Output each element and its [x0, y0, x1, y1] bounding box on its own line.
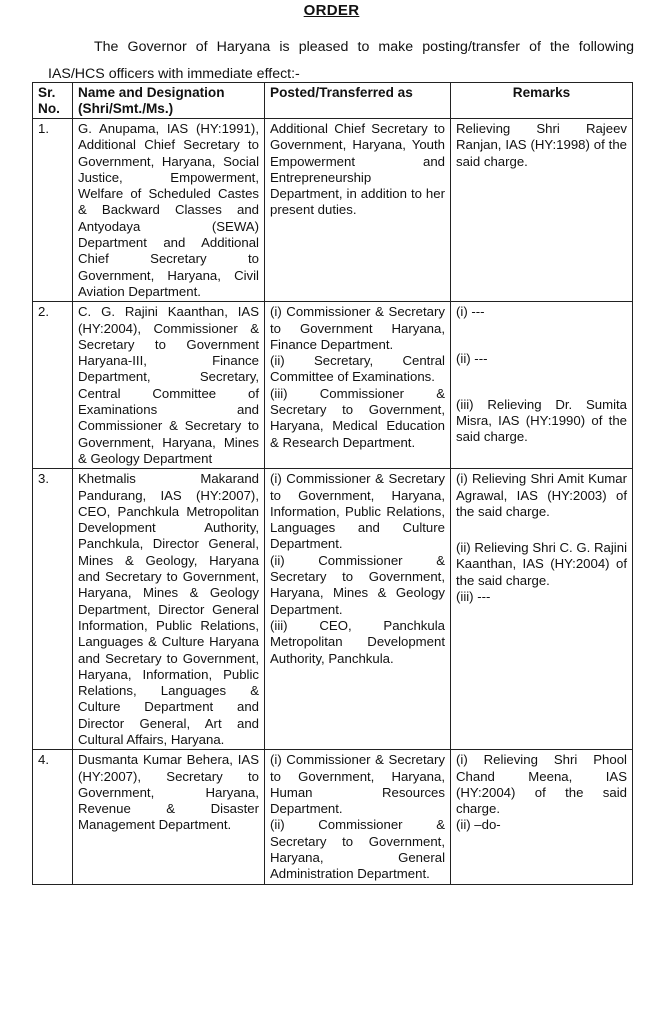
- row-posted: [265, 750, 451, 884]
- table-header-row: [33, 83, 633, 119]
- remark-item: (i) Relieving Shri Amit Kumar Agrawal, IAS (HY:2003) of the said charge.: [456, 471, 627, 519]
- row-remarks: [451, 750, 633, 884]
- remark-spacer: [456, 367, 627, 397]
- remark-item: (iii) ---: [456, 589, 491, 605]
- remark-spacer: [456, 520, 627, 540]
- posted-item: Additional Chief Secretary to Government, Haryana, Youth Empowerment and Entrepreneurship Department, in addition to her present duties.: [270, 121, 445, 218]
- posted-item: (iii) Commissioner & Secretary to Government, Haryana, Medical Education & Research Department.: [270, 385, 445, 450]
- header-remarks: Remarks: [451, 83, 633, 119]
- remark-item: (i) ---: [456, 304, 485, 320]
- row-name-designation: Khetmalis Makarand Pandurang, IAS (HY:2007), CEO, Panchkula Metropolitan Development Authority, Panchkula, Director General, Mines & Geology, Haryana and Secretary to Government, Haryana, Mines & Geology Department, Director General Information, Public Relations, Languages & Culture Haryana and Secretary to Government, Haryana, Information, Public Relations, Languages & Culture Department and Director General, Art and Cultural Affairs, Haryana.: [73, 469, 265, 750]
- remark-item: (ii) ---: [456, 350, 488, 366]
- posted-item: (ii) Commissioner & Secretary to Government, Haryana, Mines & Geology Department.: [270, 552, 445, 617]
- table-row: [33, 302, 633, 469]
- posted-item: (iii) CEO, Panchkula Metropolitan Development Authority, Panchkula.: [270, 617, 445, 666]
- row-name-designation: Dusmanta Kumar Behera, IAS (HY:2007), Secretary to Government, Haryana, Revenue & Disaster Management Department.: [73, 750, 265, 884]
- posting-table: [32, 82, 633, 885]
- header-name-designation: Name and Designation (Shri/Smt./Ms.): [73, 83, 265, 119]
- table-row: [33, 750, 633, 884]
- header-posted-transferred: Posted/Transferred as: [265, 83, 451, 119]
- order-intro: The Governor of Haryana is pleased to make posting/transfer of the following IAS/HCS officers with immediate effect:-: [48, 39, 634, 82]
- row-posted: [265, 119, 451, 302]
- row-posted: [265, 302, 451, 469]
- remark-item: (iii) Relieving Dr. Sumita Misra, IAS (HY:1990) of the said charge.: [456, 396, 627, 445]
- table-row: [33, 119, 633, 302]
- remark-item: (ii) –do-: [456, 817, 501, 833]
- table-row: [33, 469, 633, 750]
- row-remarks: [451, 302, 633, 469]
- remark-item: Relieving Shri Rajeev Ranjan, IAS (HY:1998) of the said charge.: [456, 121, 627, 169]
- row-name-designation: C. G. Rajini Kaanthan, IAS (HY:2004), Commissioner & Secretary to Government Haryana-III, Finance Department, Secretary, Central Committee of Examinations and Commissioner & Secretary to Government, Haryana, Mines & Geology Department: [73, 302, 265, 469]
- row-sr: 4.: [33, 750, 73, 884]
- row-sr: 2.: [33, 302, 73, 469]
- header-sr-no: Sr. No.: [33, 83, 73, 119]
- remark-item: (i) Relieving Shri Phool Chand Meena, IAS (HY:2004) of the said charge.: [456, 752, 627, 817]
- posted-item: (i) Commissioner & Secretary to Government, Haryana, Information, Public Relations, Languages and Culture Department.: [270, 471, 445, 552]
- row-remarks: [451, 469, 633, 750]
- row-name-designation: G. Anupama, IAS (HY:1991), Additional Chief Secretary to Government, Haryana, Social Justice, Empowerment, Welfare of Scheduled Castes & Backward Classes and Antyodaya (SEWA) Department and Additional Chief Secretary to Government, Haryana, Civil Aviation Department.: [73, 119, 265, 302]
- posted-item: (ii) Commissioner & Secretary to Government, Haryana, General Administration Department.: [270, 817, 445, 882]
- order-title: ORDER: [303, 2, 360, 19]
- row-sr: 3.: [33, 469, 73, 750]
- row-remarks: [451, 119, 633, 302]
- posted-item: (ii) Secretary, Central Committee of Examinations.: [270, 353, 445, 385]
- posted-item: (i) Commissioner & Secretary to Government, Haryana, Human Resources Department.: [270, 752, 445, 817]
- remark-item: (ii) Relieving Shri C. G. Rajini Kaanthan, IAS (HY:2004) of the said charge.: [456, 540, 627, 588]
- row-posted: [265, 469, 451, 750]
- row-sr: 1.: [33, 119, 73, 302]
- remark-spacer: [456, 321, 627, 351]
- posted-item: (i) Commissioner & Secretary to Government Haryana, Finance Department.: [270, 304, 445, 352]
